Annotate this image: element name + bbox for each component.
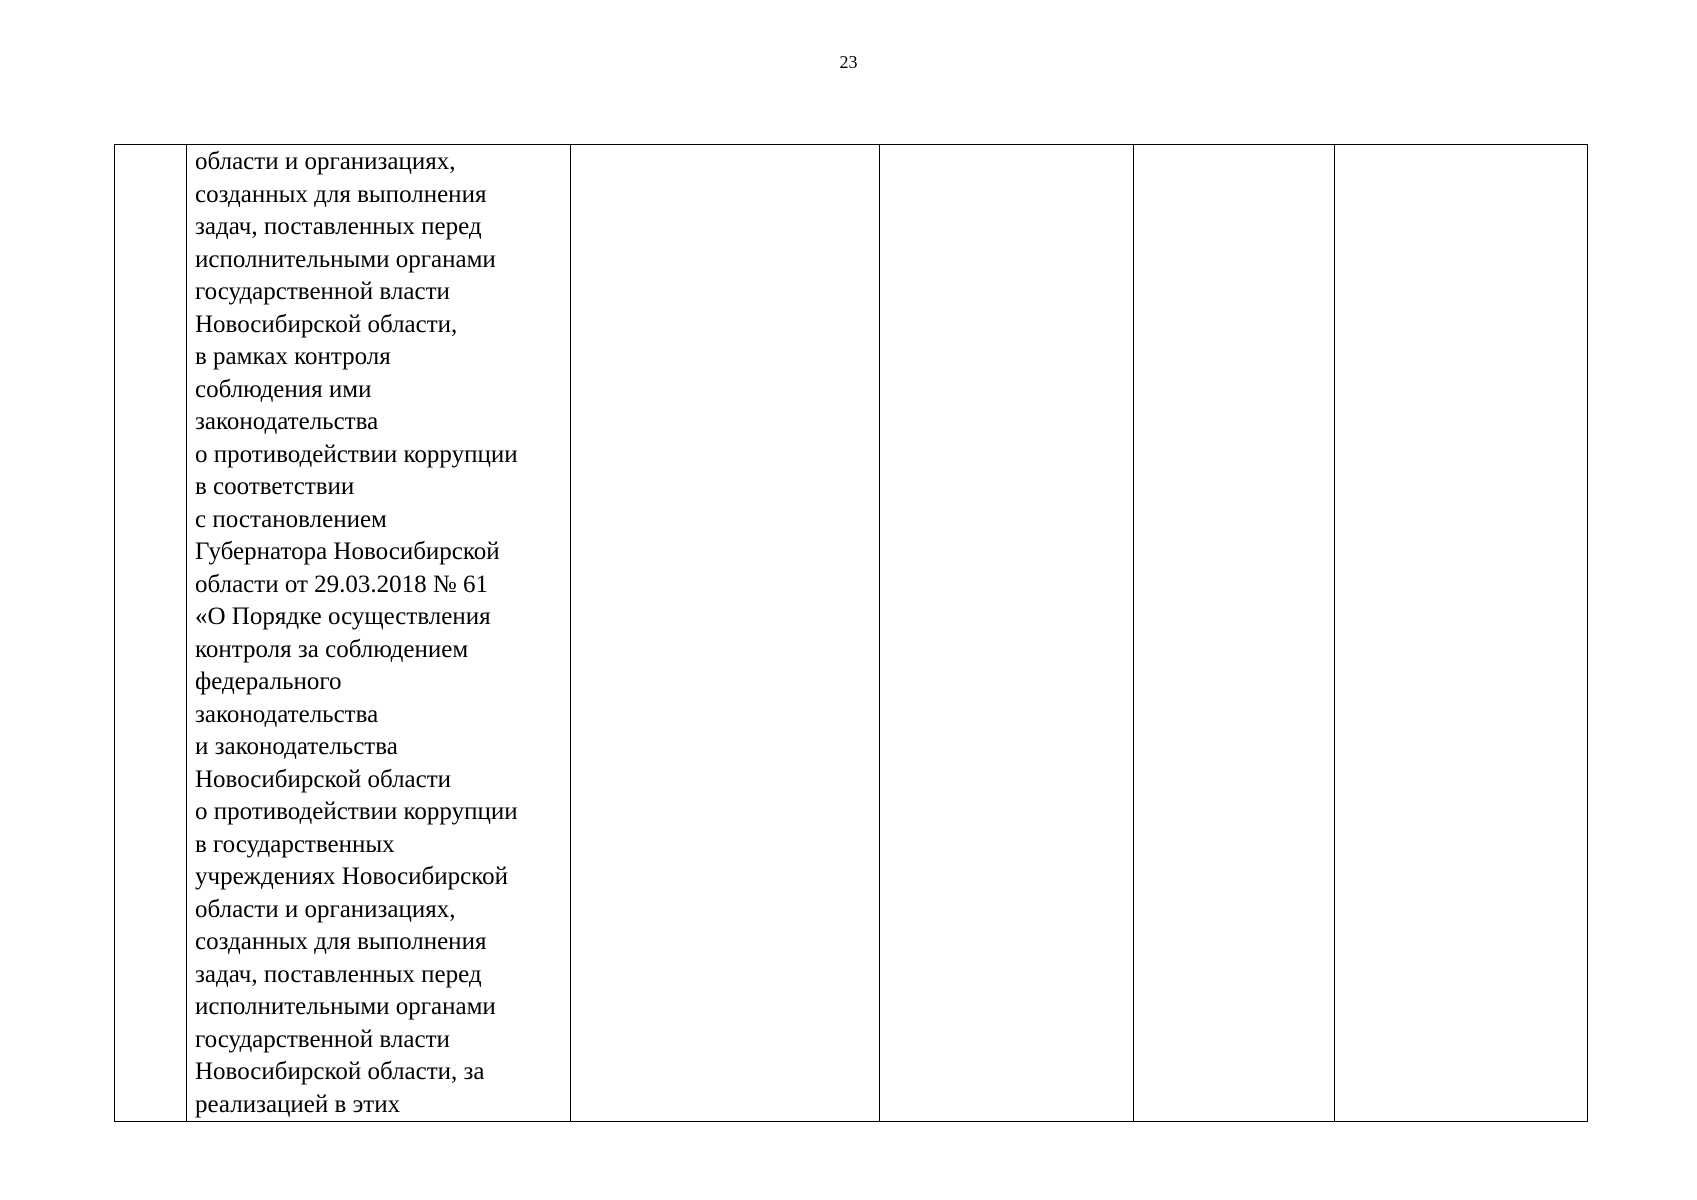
text-line: задач, поставленных перед xyxy=(195,213,482,240)
text-line: задач, поставленных перед xyxy=(195,960,482,988)
text-line: реализацией в этих xyxy=(195,1090,401,1118)
text-line: соблюдения ими xyxy=(195,375,372,403)
text-line: исполнительными органами xyxy=(195,993,496,1020)
cell-number xyxy=(115,145,187,1122)
cell-column-3 xyxy=(571,145,880,1122)
text-line: контроля за соблюдением xyxy=(195,635,469,663)
text-line: Новосибирской области, за xyxy=(195,1058,485,1085)
text-line: законодательства xyxy=(195,700,379,728)
text-line: законодательства xyxy=(195,408,379,435)
text-line: исполнительными органами xyxy=(195,245,496,273)
text-line: с постановлением xyxy=(195,505,387,533)
text-line: и законодательства xyxy=(195,733,398,760)
text-line: о противодействии коррупции xyxy=(195,440,518,468)
text-line: о противодействии коррупции xyxy=(195,798,518,825)
text-line: «О Порядке осуществления xyxy=(195,603,491,630)
text-line: созданных для выполнения xyxy=(195,928,487,955)
page-number: 23 xyxy=(839,52,858,72)
text-line: области и организациях, xyxy=(195,148,456,175)
measure-text xyxy=(187,145,570,1121)
text-line: государственной власти xyxy=(195,1025,450,1053)
cell-column-4 xyxy=(880,145,1134,1122)
text-line: федерального xyxy=(195,668,342,695)
text-line: в соответствии xyxy=(195,473,355,500)
text-line: Новосибирской области, xyxy=(195,310,458,338)
text-line: области от 29.03.2018 № 61 xyxy=(195,570,489,598)
text-line: в рамках контроля xyxy=(195,343,391,370)
cell-column-6 xyxy=(1335,145,1588,1122)
cell-measure-text xyxy=(187,145,571,1122)
text-line: учреждениях Новосибирской xyxy=(195,863,509,890)
text-line: Губернатора Новосибирской xyxy=(195,538,500,565)
measures-table xyxy=(114,144,1588,1122)
cell-column-5 xyxy=(1134,145,1335,1122)
text-line: Новосибирской области xyxy=(195,765,452,793)
text-line: созданных для выполнения xyxy=(195,180,487,208)
text-line: государственной власти xyxy=(195,278,450,305)
table-row xyxy=(115,145,1588,1122)
text-line: в государственных xyxy=(195,830,395,858)
text-line: области и организациях, xyxy=(195,895,456,923)
